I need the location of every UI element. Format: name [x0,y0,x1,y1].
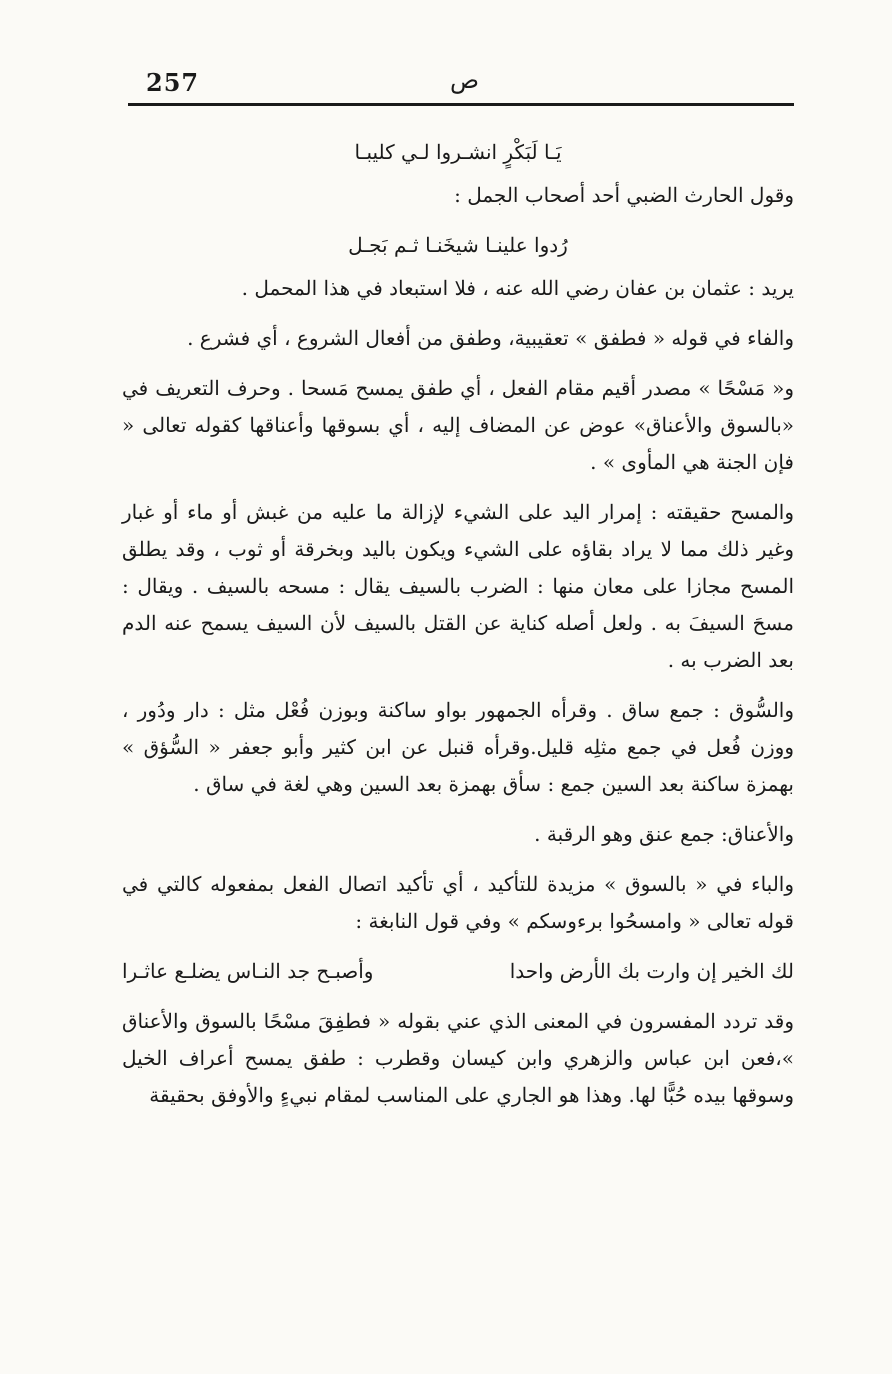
page-body [122,128,794,1127]
verse-second-hemistich: وأصبـح جد النـاس يضلـع عاثـرا [122,959,374,983]
header-rule [128,103,794,106]
verse-first-hemistich: لك الخير إن وارت بك الأرض واحدا [509,959,794,983]
paragraph: والفاء في قوله « فطفق » تعقيبية، وطفق من أفعال الشروع ، أي فشرع . [187,326,794,350]
paragraph: والسُّوق : جمع ساق . وقرأه الجمهور بواو ساكنة وبوزن فُعْل مثل : دار ودُور ، ووزن فُعل في جمع مثلِه قليل.وقرأه قنبل عن ابن كثير وأبو جعفر « السُّؤق » بهمزة ساكنة بعد السين جمع : سأق بهمزة بعد السين وهي لغة في ساق . [122,698,795,796]
page-header [128,62,794,106]
paragraph: والمسح حقيقته : إمرار اليد على الشيء لإزالة ما عليه من غبش أو ماء أو غبار وغير ذلك مما لا يراد بقاؤه على الشيء ويكون باليد وبخرقة أو ثوب ، وقد يطلق المسح مجازا على معان منها : الضرب بالسيف يقال : مسحه بالسيف . ويقال : مسحَ السيفَ به . ولعل أصله كناية عن القتل بالسيف لأن السيف يسمح عنه الدم بعد الضرب به . [122,500,794,672]
verse-line: يَـا لَبَكْرٍ انشـروا لـي كليبـا [354,140,562,164]
paragraph: و« مَسْحًا » مصدر أقيم مقام الفعل ، أي طفق يمسح مَسحا . وحرف التعريف في «بالسوق والأعناق» عوض عن المضاف إليه ، أي بسوقها وأعناقها كقوله تعالى « فإن الجنة هي المأوى » . [122,376,794,474]
paragraph: يريد : عثمان بن عفان رضي الله عنه ، فلا استبعاد في هذا المحمل . [241,276,794,300]
paragraph: وقد تردد المفسرون في المعنى الذي عني بقوله « فطفِقَ مسْحًا بالسوق والأعناق »،فعن ابن عباس والزهري وابن كيسان وقطرب : طفق يمسح أعراف الخيل وسوقها بيده حُبًّا لها. وهذا هو الجاري على المناسب لمقام نبيءٍ والأوفق بحقيقة [122,1009,794,1107]
paragraph: والأعناق: جمع عنق وهو الرقبة . [534,822,794,846]
paragraph: والباء في « بالسوق » مزيدة للتأكيد ، أي تأكيد اتصال الفعل بمفعوله كالتي في قوله تعالى « وامسحُوا برءوسكم » وفي قول النابغة : [122,872,794,933]
verse-couplet [122,953,794,990]
verse-line: رُدوا علينـا شيخَنـا ثـم بَجـل [348,233,568,257]
paragraph: وقول الحارث الضبي أحد أصحاب الجمل : [454,183,794,207]
page-number: 257 [146,68,200,97]
section-mark: ص [450,66,480,94]
